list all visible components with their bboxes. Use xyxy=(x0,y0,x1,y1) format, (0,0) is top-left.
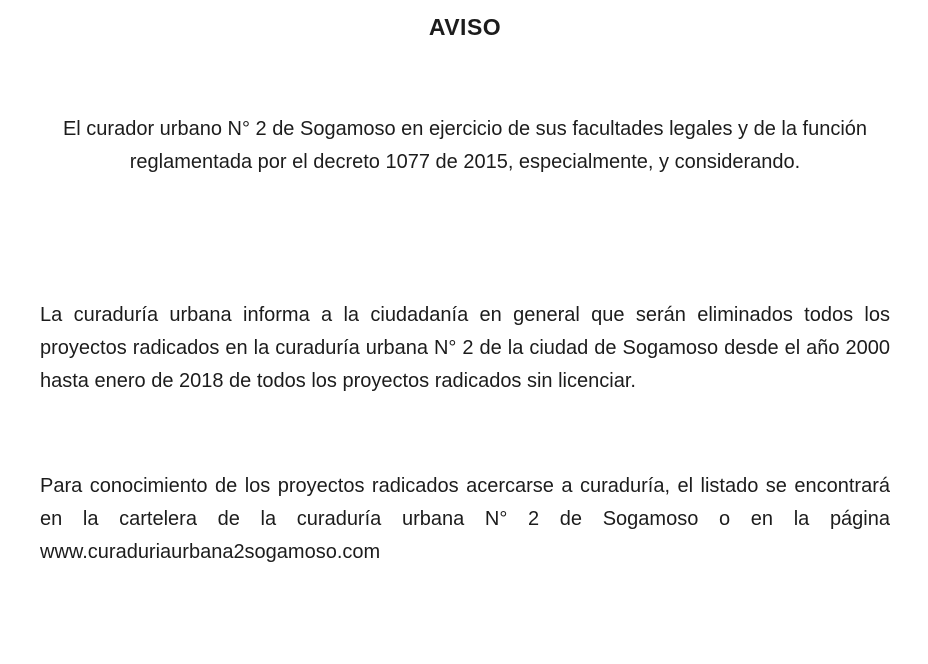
closing-paragraph-text: Para conocimiento de los proyectos radicados acercarse a curaduría, el listado se encontrará en la cartelera de la curaduría urbana N° 2 de Sogamoso o en la página xyxy=(40,475,890,530)
closing-paragraph xyxy=(40,470,890,569)
notice-document xyxy=(0,14,928,664)
body-paragraph: La curaduría urbana informa a la ciudadanía en general que serán eliminados todos los proyectos radicados en la curaduría urbana N° 2 de la ciudad de Sogamoso desde el año 2000 hasta enero de 2018 de todos los proyectos radicados sin licenciar. xyxy=(40,304,890,392)
intro-paragraph: El curador urbano N° 2 de Sogamoso en ejercicio de sus facultades legales y de la función reglamentada por el decreto 1077 de 2015, especialmente, y considerando. xyxy=(62,118,868,173)
document-title: AVISO xyxy=(428,14,502,40)
website-url: www.curaduriaurbana2sogamoso.com xyxy=(40,541,381,563)
